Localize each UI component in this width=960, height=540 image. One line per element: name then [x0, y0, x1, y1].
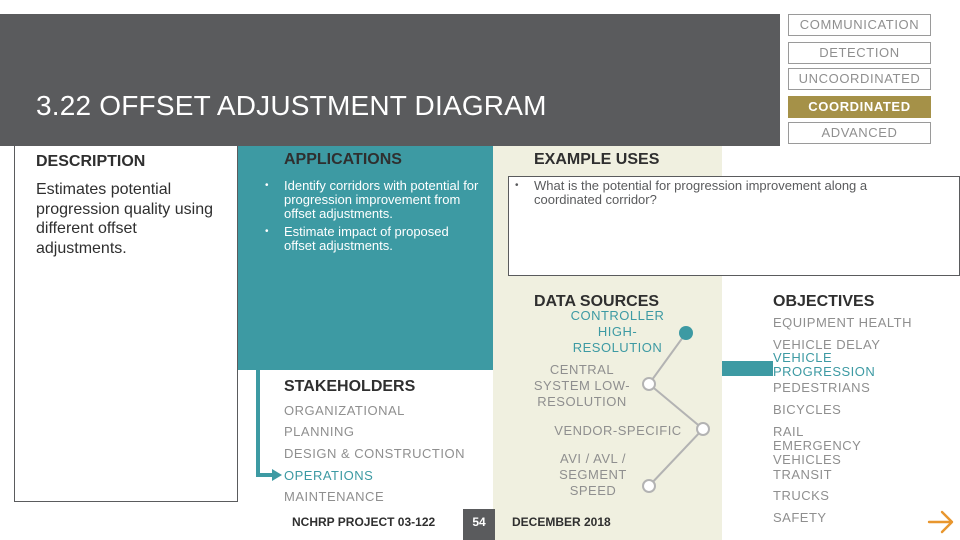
category-detection-button[interactable]: DETECTION: [788, 42, 931, 64]
objective-connector: [722, 361, 773, 376]
applications-item: • Identify corridors with potential for progression improvement from offset adjustments.: [265, 179, 480, 221]
category-communication-button[interactable]: COMMUNICATION: [788, 14, 931, 36]
example-uses-item: • What is the potential for progression improvement along a coordinated corridor?: [515, 179, 935, 207]
category-advanced-button[interactable]: ADVANCED: [788, 122, 931, 144]
category-coordinated-button[interactable]: COORDINATED: [788, 96, 931, 118]
stakeholder-connector: [258, 370, 272, 475]
applications-item: • Estimate impact of proposed offset adjustments.: [265, 225, 480, 253]
objective-vehicle-progression: VEHICLE PROGRESSION: [773, 350, 876, 379]
objective-transit: TRANSIT: [773, 467, 833, 482]
example-uses-heading: EXAMPLE USES: [534, 151, 660, 168]
stakeholder-design-construction: DESIGN & CONSTRUCTION: [284, 446, 465, 461]
data-source-node-vendor: [697, 423, 709, 435]
objective-trucks: TRUCKS: [773, 488, 830, 503]
data-source-controller: CONTROLLER HIGH-RESOLUTION: [570, 308, 665, 355]
data-source-node-controller: [679, 326, 693, 340]
stakeholder-connector-arrow: [272, 469, 282, 481]
objective-pedestrians: PEDESTRIANS: [773, 380, 871, 395]
category-uncoordinated-button[interactable]: UNCOORDINATED: [788, 68, 931, 90]
objective-safety: SAFETY: [773, 510, 827, 525]
data-source-avi: AVI / AVL / SEGMENT SPEED: [559, 451, 627, 498]
page-number: 54: [463, 509, 495, 540]
data-source-node-avi: [643, 480, 655, 492]
description-heading: DESCRIPTION: [36, 153, 146, 170]
objective-bicycles: BICYCLES: [773, 402, 842, 417]
objective-vehicle-delay: VEHICLE DELAY: [773, 337, 881, 352]
data-sources-heading: DATA SOURCES: [534, 293, 660, 310]
objectives-heading: OBJECTIVES: [773, 293, 875, 310]
objective-rail-emergency-vehicles: RAIL EMERGENCY VEHICLES: [773, 424, 862, 467]
description-text: Estimates potential progression quality using different offset adjustments.: [36, 181, 213, 257]
stakeholder-organizational: ORGANIZATIONAL: [284, 403, 405, 418]
stakeholders-heading: STAKEHOLDERS: [284, 378, 416, 395]
applications-heading: APPLICATIONS: [284, 151, 402, 168]
objective-equipment-health: EQUIPMENT HEALTH: [773, 315, 912, 330]
stakeholder-planning: PLANNING: [284, 424, 355, 439]
footer-date: DECEMBER 2018: [512, 515, 611, 529]
page-title: 3.22 OFFSET ADJUSTMENT DIAGRAM: [36, 90, 547, 121]
data-source-vendor: VENDOR-SPECIFIC: [554, 423, 682, 438]
stakeholder-maintenance: MAINTENANCE: [284, 489, 385, 504]
stakeholder-operations: OPERATIONS: [284, 468, 374, 483]
footer-project: NCHRP PROJECT 03-122: [292, 515, 436, 529]
arrow-right-icon[interactable]: [926, 509, 956, 535]
data-source-central: CENTRAL SYSTEM LOW-RESOLUTION: [533, 362, 631, 409]
data-source-node-central: [643, 378, 655, 390]
